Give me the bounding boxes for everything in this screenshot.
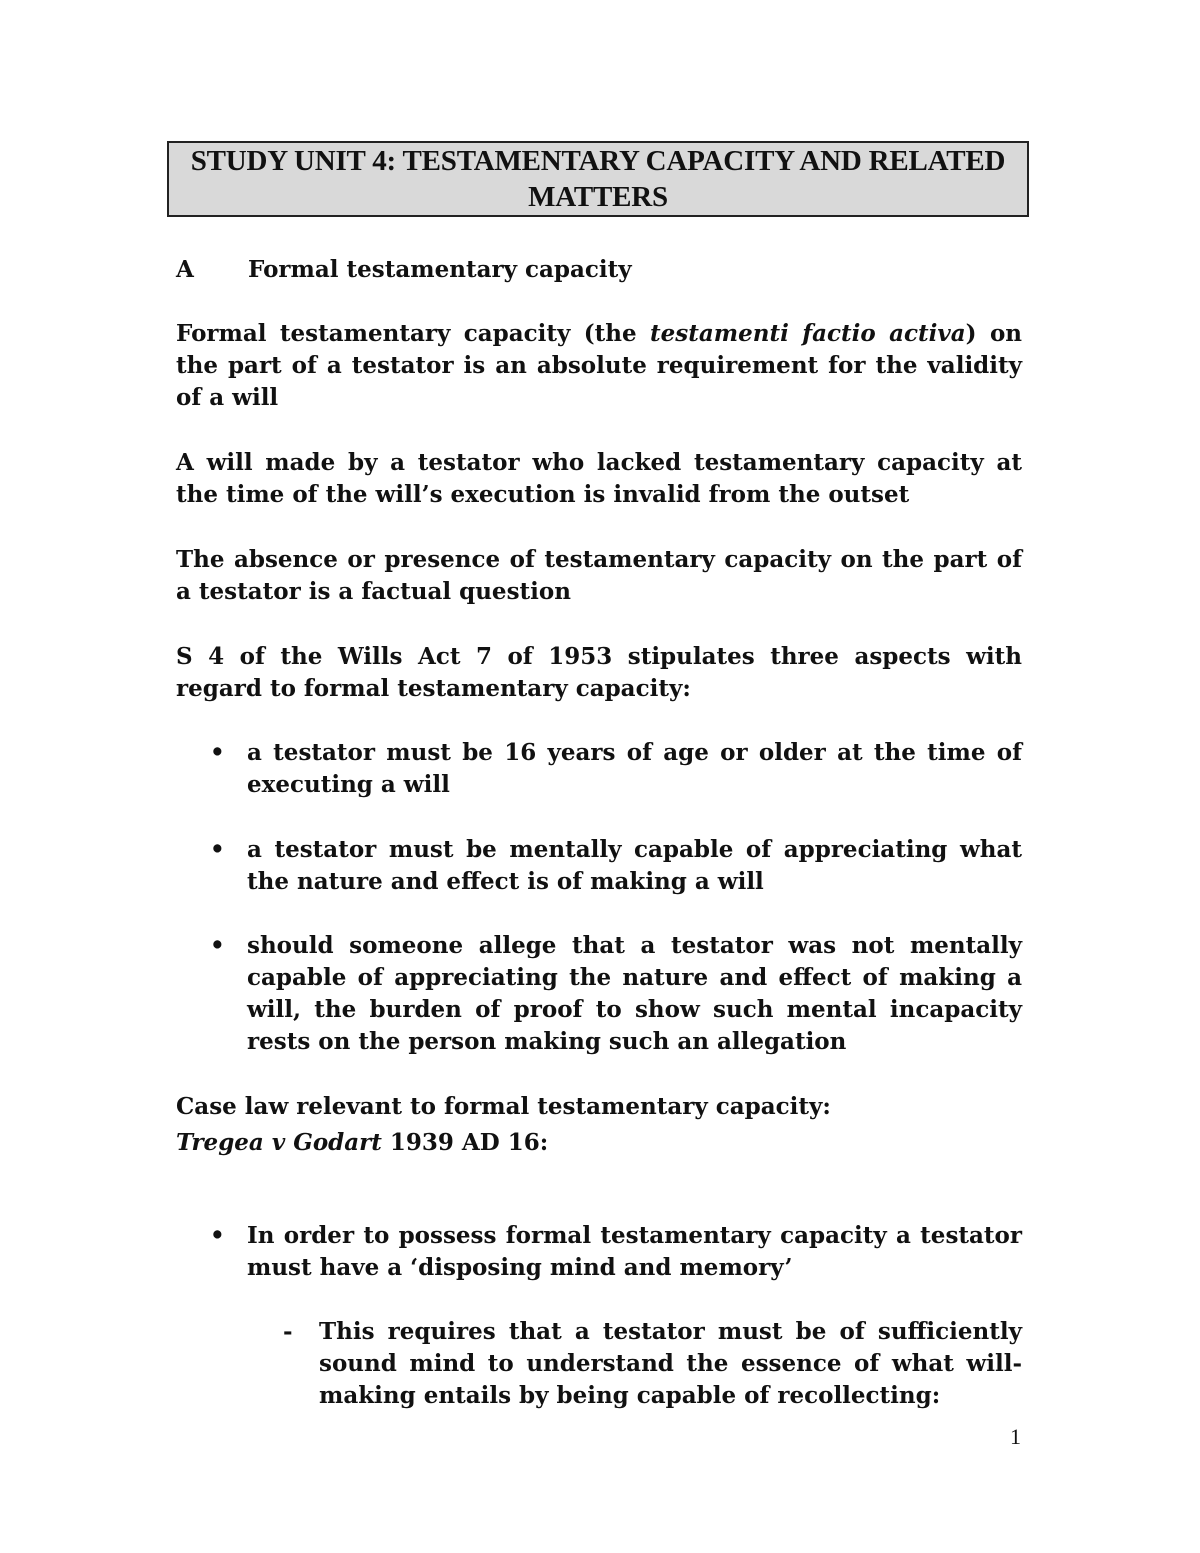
case-name: Tregea v Godart xyxy=(176,1129,382,1156)
bullet-text: a testator must be mentally capable of appreciating what the nature and effect is of making a will xyxy=(247,836,1022,895)
case-law-heading: Case law relevant to formal testamentary capacity: xyxy=(176,1093,831,1120)
title-line-1: STUDY UNIT 4: TESTAMENTARY CAPACITY AND RELATED xyxy=(190,145,1006,177)
para1-latin-term: testamenti factio activa xyxy=(650,320,966,347)
para1-text-start: Formal testamentary capacity (the xyxy=(176,320,651,347)
study-unit-title xyxy=(183,143,1013,215)
bullet-text: a testator must be 16 years of age or older at the time of executing a will xyxy=(247,739,1022,798)
paragraph-factual-question: The absence or presence of testamentary capacity on the part of a testator is a factual question xyxy=(176,546,1022,605)
page-number: 1 xyxy=(1010,1424,1021,1449)
case-citation xyxy=(176,1127,548,1159)
section-a-heading xyxy=(176,254,632,286)
bullet-icon: • xyxy=(210,836,225,863)
bullet-icon: • xyxy=(210,932,225,959)
section-letter: A xyxy=(176,256,194,283)
bullet-text: In order to possess formal testamentary capacity a testator must have a ‘disposing mind and memory’ xyxy=(247,1222,1022,1281)
paragraph-wills-act: S 4 of the Wills Act 7 of 1953 stipulates three aspects with regard to formal testamentary capacity: xyxy=(176,643,1022,702)
sub-bullet-text: This requires that a testator must be of sufficiently sound mind to understand the essence of what will-making entails by being capable of recollecting: xyxy=(319,1318,1022,1409)
para1-text-end: ) on the part of a testator is an absolute requirement for the validity of a will xyxy=(176,320,1023,411)
case-reference: 1939 AD 16: xyxy=(381,1129,549,1156)
title-line-2: MATTERS xyxy=(528,181,668,213)
study-unit-title-box xyxy=(167,141,1029,217)
dash-icon: - xyxy=(283,1318,293,1345)
paragraph-formal-capacity xyxy=(176,318,1022,414)
section-heading-text: Formal testamentary capacity xyxy=(248,256,632,283)
bullet-text: should someone allege that a testator was not mentally capable of appreciating the nature and effect of making a will, the burden of proof to show such mental incapacity rests on the person making such an allegation xyxy=(247,932,1022,1055)
bullet-icon: • xyxy=(210,739,225,766)
paragraph-invalid-will: A will made by a testator who lacked testamentary capacity at the time of the will’s execution is invalid from the outset xyxy=(176,449,1022,508)
bullet-icon: • xyxy=(210,1222,225,1249)
